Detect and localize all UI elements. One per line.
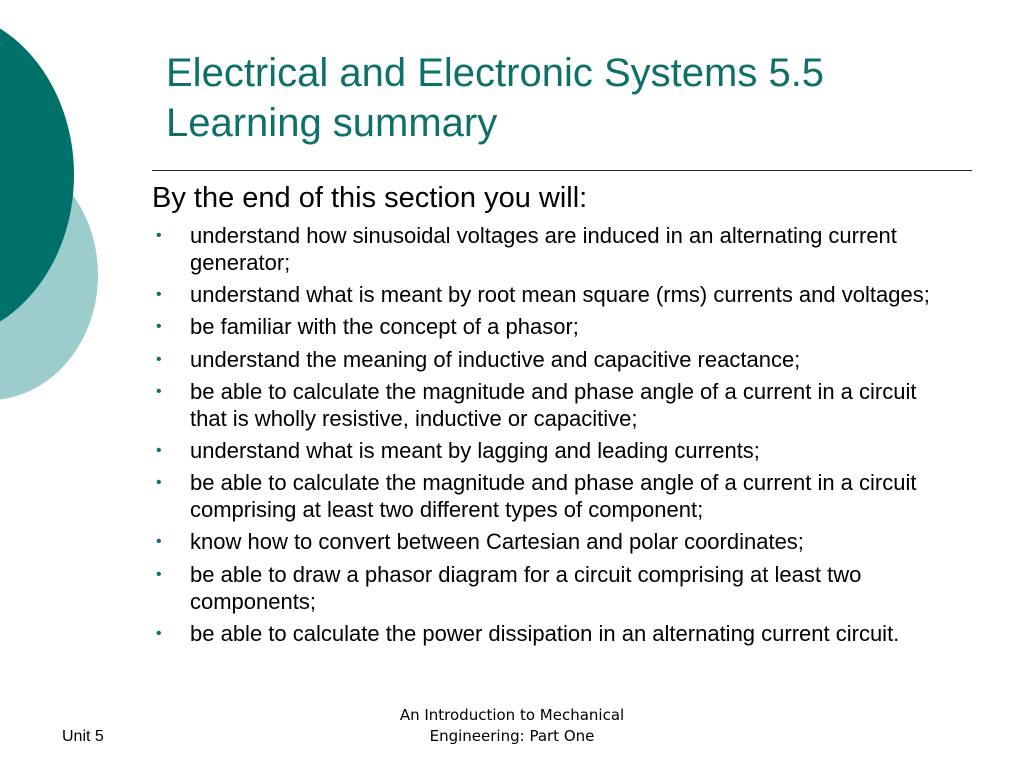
bullet-item xyxy=(152,313,952,340)
bullet-item xyxy=(152,620,952,647)
bullet-icon: • xyxy=(156,474,162,492)
bullet-text: understand the meaning of inductive and capacitive reactance; xyxy=(190,346,801,372)
bullet-icon: • xyxy=(156,227,162,244)
bullet-text: know how to convert between Cartesian and polar coordinates; xyxy=(190,529,804,555)
bullet-item xyxy=(152,561,952,615)
bullet-item xyxy=(152,469,952,523)
bullet-icon: • xyxy=(156,441,162,459)
footer-book-title-line-2: Engineering: Part One xyxy=(429,727,595,745)
slide-title-line-2: Learning summary xyxy=(166,101,498,145)
footer-book-title-line-1: An Introduction to Mechanical xyxy=(399,706,625,724)
bullet-text: understand how sinusoidal voltages are induced in an alternating current generator; xyxy=(190,223,897,275)
bullet-text: be able to draw a phasor diagram for a circuit comprising at least two components; xyxy=(190,561,862,614)
bullet-icon: • xyxy=(156,382,162,400)
bullet-text: be able to calculate the magnitude and phase angle of a current in a circuit that is wholly resistive, inductive or capacitive; xyxy=(190,378,917,431)
bullet-item xyxy=(152,281,952,308)
bullet-item xyxy=(152,528,952,555)
bullet-item xyxy=(152,222,952,276)
bullet-icon: • xyxy=(156,350,162,368)
bullet-icon: • xyxy=(156,533,162,551)
bullet-text: understand what is meant by root mean square (rms) currents and voltages; xyxy=(190,282,930,308)
intro-text: By the end of this section you will: xyxy=(152,182,588,214)
bullet-text: be able to calculate the magnitude and phase angle of a current in a circuit comprising at least two different types of component; xyxy=(190,470,917,523)
footer-book-title xyxy=(362,705,662,747)
bullet-icon: • xyxy=(156,565,162,583)
bullet-text: be able to calculate the power dissipation in an alternating current circuit. xyxy=(190,620,900,646)
learning-outcomes-list xyxy=(152,222,952,652)
bullet-text: be familiar with the concept of a phasor; xyxy=(190,314,579,340)
bullet-item xyxy=(152,378,952,432)
bullet-icon: • xyxy=(156,318,162,336)
bullet-item xyxy=(152,346,952,373)
bullet-item xyxy=(152,437,952,464)
bullet-icon: • xyxy=(156,286,162,304)
title-divider xyxy=(152,170,972,171)
bullet-text: understand what is meant by lagging and leading currents; xyxy=(190,437,760,463)
slide-title-line-1: Electrical and Electronic Systems 5.5 xyxy=(166,51,825,95)
slide-title xyxy=(166,48,986,148)
footer-unit-label: Unit 5 xyxy=(62,728,104,745)
bullet-icon: • xyxy=(156,624,162,642)
